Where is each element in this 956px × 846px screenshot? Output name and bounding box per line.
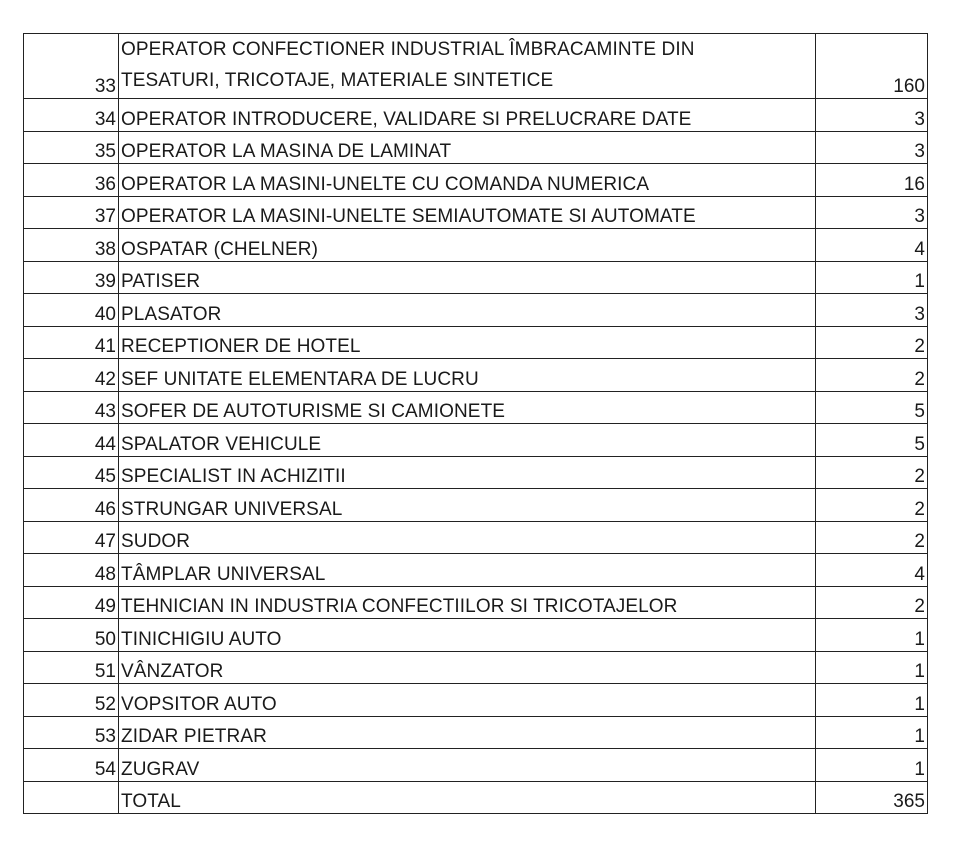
row-number: 43 xyxy=(24,391,119,424)
vacancy-count: 2 xyxy=(816,359,928,392)
table-row xyxy=(24,619,928,652)
occupation-name: PLASATOR xyxy=(119,294,816,327)
occupation-name: OSPATAR (CHELNER) xyxy=(119,229,816,262)
table-row xyxy=(24,99,928,132)
vacancy-count: 5 xyxy=(816,391,928,424)
vacancy-count: 16 xyxy=(816,164,928,197)
occupation-name: OPERATOR LA MASINA DE LAMINAT xyxy=(119,131,816,164)
occupation-name: RECEPTIONER DE HOTEL xyxy=(119,326,816,359)
occupation-name: STRUNGAR UNIVERSAL xyxy=(119,489,816,522)
table-row xyxy=(24,326,928,359)
row-number: 35 xyxy=(24,131,119,164)
row-number: 34 xyxy=(24,99,119,132)
vacancy-count: 1 xyxy=(816,261,928,294)
vacancy-count: 3 xyxy=(816,131,928,164)
occupation-name: VÂNZATOR xyxy=(119,651,816,684)
occupation-name: TEHNICIAN IN INDUSTRIA CONFECTIILOR SI TRICOTAJELOR xyxy=(119,586,816,619)
table-row xyxy=(24,34,928,99)
vacancy-count: 1 xyxy=(816,684,928,717)
occupation-name-line1: OPERATOR CONFECTIONER INDUSTRIAL ÎMBRACAMINTE DIN xyxy=(121,39,695,60)
total-count: 365 xyxy=(816,781,928,814)
row-number: 33 xyxy=(24,34,119,99)
table-row xyxy=(24,359,928,392)
row-number: 52 xyxy=(24,684,119,717)
occupation-name: OPERATOR INTRODUCERE, VALIDARE SI PRELUCRARE DATE xyxy=(119,99,816,132)
vacancy-count: 3 xyxy=(816,294,928,327)
occupation-name: VOPSITOR AUTO xyxy=(119,684,816,717)
vacancy-count: 1 xyxy=(816,716,928,749)
occupations-table xyxy=(23,33,928,814)
table-row xyxy=(24,749,928,782)
total-number-cell xyxy=(24,781,119,814)
row-number: 44 xyxy=(24,424,119,457)
vacancy-count: 4 xyxy=(816,229,928,262)
table-row xyxy=(24,294,928,327)
row-number: 54 xyxy=(24,749,119,782)
table-row xyxy=(24,391,928,424)
row-number: 39 xyxy=(24,261,119,294)
occupation-name: SPECIALIST IN ACHIZITII xyxy=(119,456,816,489)
occupation-name: TÂMPLAR UNIVERSAL xyxy=(119,554,816,587)
vacancy-count: 4 xyxy=(816,554,928,587)
table-row xyxy=(24,131,928,164)
vacancy-count: 1 xyxy=(816,651,928,684)
row-number: 40 xyxy=(24,294,119,327)
total-row xyxy=(24,781,928,814)
occupation-name-line2: TESATURI, TRICOTAJE, MATERIALE SINTETICE xyxy=(121,70,554,91)
row-number: 37 xyxy=(24,196,119,229)
row-number: 53 xyxy=(24,716,119,749)
row-number: 50 xyxy=(24,619,119,652)
row-number: 36 xyxy=(24,164,119,197)
table-row xyxy=(24,489,928,522)
occupation-name: OPERATOR LA MASINI-UNELTE CU COMANDA NUMERICA xyxy=(119,164,816,197)
occupation-name: SPALATOR VEHICULE xyxy=(119,424,816,457)
row-number: 45 xyxy=(24,456,119,489)
occupation-name: SEF UNITATE ELEMENTARA DE LUCRU xyxy=(119,359,816,392)
vacancy-count: 2 xyxy=(816,326,928,359)
table-row xyxy=(24,651,928,684)
total-label: TOTAL xyxy=(119,781,816,814)
occupation-name: OPERATOR LA MASINI-UNELTE SEMIAUTOMATE SI AUTOMATE xyxy=(119,196,816,229)
occupation-name: ZIDAR PIETRAR xyxy=(119,716,816,749)
vacancy-count: 2 xyxy=(816,456,928,489)
vacancy-count: 2 xyxy=(816,521,928,554)
table-row xyxy=(24,456,928,489)
table-row xyxy=(24,424,928,457)
row-number: 48 xyxy=(24,554,119,587)
table-row xyxy=(24,684,928,717)
row-number: 47 xyxy=(24,521,119,554)
occupation-name xyxy=(119,34,816,99)
vacancy-count: 1 xyxy=(816,749,928,782)
occupation-name: PATISER xyxy=(119,261,816,294)
occupation-name: ZUGRAV xyxy=(119,749,816,782)
row-number: 51 xyxy=(24,651,119,684)
row-number: 38 xyxy=(24,229,119,262)
row-number: 46 xyxy=(24,489,119,522)
occupation-name: SUDOR xyxy=(119,521,816,554)
vacancy-count: 2 xyxy=(816,489,928,522)
table-row xyxy=(24,229,928,262)
table-row xyxy=(24,586,928,619)
table-row xyxy=(24,716,928,749)
occupation-name: SOFER DE AUTOTURISME SI CAMIONETE xyxy=(119,391,816,424)
table-row xyxy=(24,164,928,197)
occupation-name: TINICHIGIU AUTO xyxy=(119,619,816,652)
vacancy-count: 160 xyxy=(816,34,928,99)
vacancy-count: 3 xyxy=(816,99,928,132)
table-row xyxy=(24,196,928,229)
table-row xyxy=(24,554,928,587)
table-row xyxy=(24,261,928,294)
vacancy-count: 2 xyxy=(816,586,928,619)
vacancy-count: 5 xyxy=(816,424,928,457)
row-number: 41 xyxy=(24,326,119,359)
vacancy-count: 3 xyxy=(816,196,928,229)
vacancy-count: 1 xyxy=(816,619,928,652)
row-number: 42 xyxy=(24,359,119,392)
table-row xyxy=(24,521,928,554)
row-number: 49 xyxy=(24,586,119,619)
